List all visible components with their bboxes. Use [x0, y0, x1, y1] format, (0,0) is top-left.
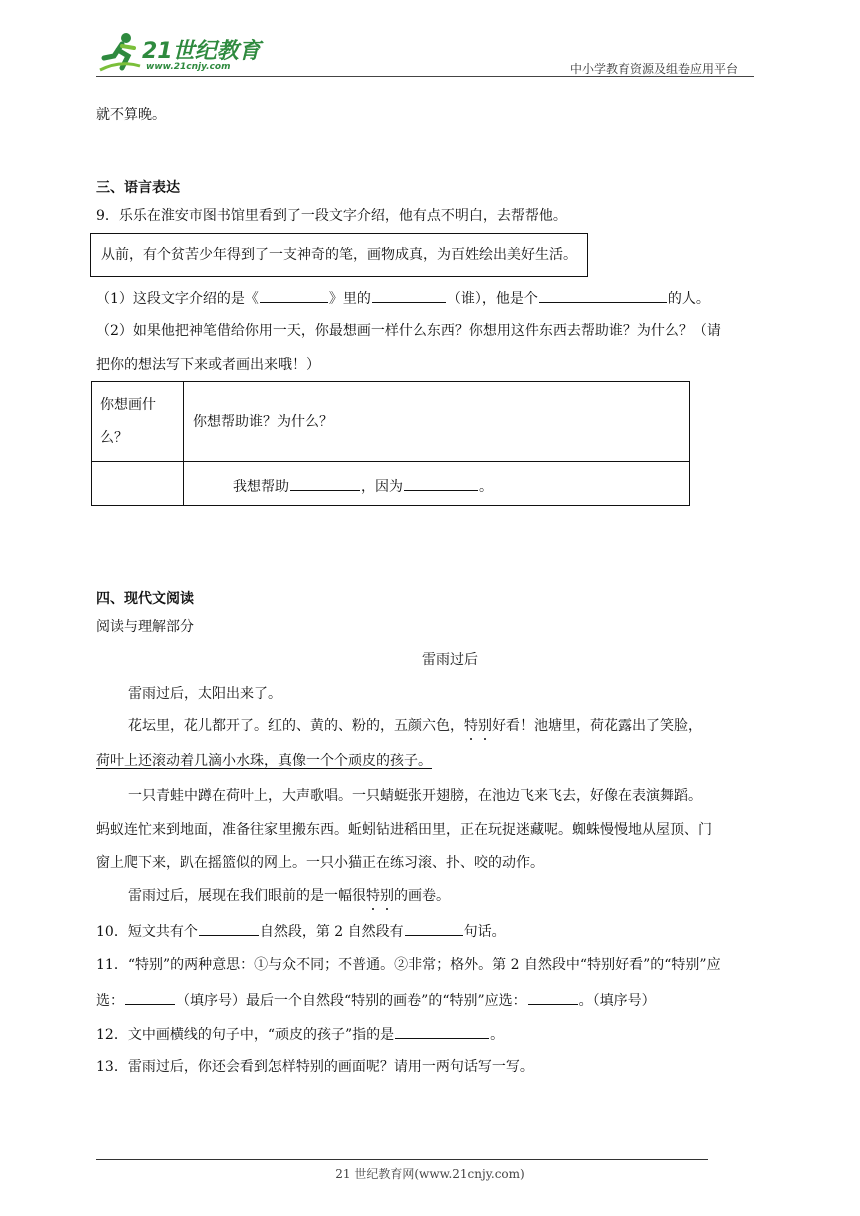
q10-text-a: 10．短文共有个: [96, 924, 198, 940]
naughty-child-blank[interactable]: [395, 1023, 489, 1039]
runner-logo-icon: [96, 30, 144, 74]
q10-text-b: 自然段，第 2 自然段有: [259, 924, 404, 940]
underlined-sentence: 荷叶上还滚动着几滴小水珠，真像一个个顽皮的孩子。: [96, 753, 432, 769]
footer-divider: [96, 1159, 708, 1160]
question-13: 13．雷雨过后，你还会看到怎样特别的画面呢？请用一两句话写一写。: [96, 1059, 534, 1075]
table-header-draw-line-1: 你想画什: [100, 397, 156, 413]
previous-text-tail: 就不算晚。: [96, 107, 166, 123]
quote-box: [90, 233, 588, 277]
passage-title: 雷雨过后: [422, 652, 478, 668]
question-9-part-2-line-1: （2）如果他把神笔借给你用一天，你最想画一样什么东西？你想用这件东西去帮助谁？为什么？（请: [96, 323, 721, 339]
dotted-char-te: 特: [464, 718, 478, 734]
answer-text-a: 我想帮助: [233, 479, 289, 495]
q12-text-b: 。: [490, 1027, 505, 1043]
question-12: [96, 1023, 504, 1045]
first-meaning-blank[interactable]: [125, 989, 175, 1005]
help-answer-line: [233, 475, 493, 497]
table-header-draw-line-2: 么？: [100, 430, 128, 446]
answer-text-c: 。: [479, 479, 493, 495]
passage-paragraph-4: [128, 886, 450, 906]
sentence-count-blank[interactable]: [405, 920, 463, 936]
question-9-prompt: 9．乐乐在淮安市图书馆里看到了一段文字介绍，他有点不明白，去帮帮他。: [96, 208, 567, 224]
p2-text-a: 花坛里，花儿都开了。红的、黄的、粉的，五颜六色，: [128, 718, 464, 734]
logo-url: www.21cnjy.com: [146, 62, 231, 72]
quote-text: 从前，有个贫苦少年得到了一支神奇的笔，画物成真，为百姓绘出美好生活。: [101, 247, 577, 263]
header-divider: [96, 76, 754, 77]
character-blank[interactable]: [372, 287, 446, 303]
passage-paragraph-1: 雷雨过后，太阳出来了。: [128, 686, 282, 702]
paragraph-count-blank[interactable]: [199, 920, 259, 936]
dotted-char-te-2: 特: [366, 888, 380, 904]
logo: [96, 30, 266, 76]
ideas-table: [91, 381, 690, 506]
second-meaning-blank[interactable]: [528, 989, 578, 1005]
passage-paragraph-2-line-1: [128, 716, 702, 736]
description-blank[interactable]: [539, 287, 667, 303]
logo-wordmark: 21世纪教育: [142, 39, 261, 64]
q9-1-text-b: 》里的: [328, 291, 371, 307]
q12-text-a: 12．文中画横线的句子中，“顽皮的孩子”指的是: [96, 1027, 395, 1043]
passage-paragraph-3-line-1: 一只青蛙中蹲在荷叶上，大声歌唱。一只蜻蜓张开翅膀，在池边飞来飞去，好像在表演舞蹈。: [128, 788, 702, 804]
section-3-heading: 三、语言表达: [96, 180, 180, 196]
p2-text-b: 好看！池塘里，荷花露出了笑脸，: [492, 718, 702, 734]
reason-blank[interactable]: [404, 475, 478, 491]
p4-text-b: 的画卷。: [394, 888, 450, 904]
q9-1-text-a: （1）这段文字介绍的是《: [96, 291, 259, 307]
passage-paragraph-3-line-3: 窗上爬下来，趴在摇篮似的网上。一只小猫正在练习滚、扑、咬的动作。: [96, 855, 544, 871]
p4-text-a: 雷雨过后，展现在我们眼前的是一幅很: [128, 888, 366, 904]
answer-text-b: ，因为: [361, 479, 403, 495]
q11-text-b: （填序号）最后一个自然段“特别的画卷”的“特别”应选：: [176, 993, 527, 1009]
table-column-divider: [183, 382, 184, 505]
table-row-divider: [92, 461, 689, 462]
question-10: [96, 920, 506, 942]
header-platform-text: 中小学教育资源及组卷应用平台: [570, 62, 739, 76]
passage-paragraph-3-line-2: 蚂蚁连忙来到地面，准备往家里搬东西。蚯蚓钻进稻田里，正在玩捉迷藏呢。蜘蛛慢慢地从屋顶、门: [96, 822, 712, 838]
drawing-answer-cell[interactable]: [93, 462, 181, 504]
dotted-char-bie: 别: [478, 718, 492, 734]
book-title-blank[interactable]: [260, 287, 328, 303]
footer-text: 21 世纪教育网(www.21cnjy.com): [335, 1167, 525, 1181]
question-11-line-1: 11．“特别”的两种意思：①与众不同；不普通。②非常；格外。第 2 自然段中“特别好看”的“特别”应: [96, 957, 721, 973]
table-header-help: 你想帮助谁？为什么？: [193, 414, 333, 430]
q11-text-c: 。（填序号）: [578, 993, 656, 1009]
q11-text-a: 选：: [96, 993, 124, 1009]
help-whom-blank[interactable]: [290, 475, 360, 491]
question-9-part-2-line-2: 把你的想法写下来或者画出来哦！）: [96, 357, 320, 373]
q9-1-text-c: （谁），他是个: [446, 291, 538, 307]
question-9-part-1: [96, 287, 710, 309]
question-11-line-2: [96, 989, 656, 1011]
section-4-heading: 四、现代文阅读: [96, 591, 194, 607]
q10-text-c: 句话。: [463, 924, 506, 940]
q9-1-text-d: 的人。: [667, 291, 710, 307]
dotted-char-bie-2: 别: [380, 888, 394, 904]
section-4-subheading: 阅读与理解部分: [96, 619, 194, 635]
